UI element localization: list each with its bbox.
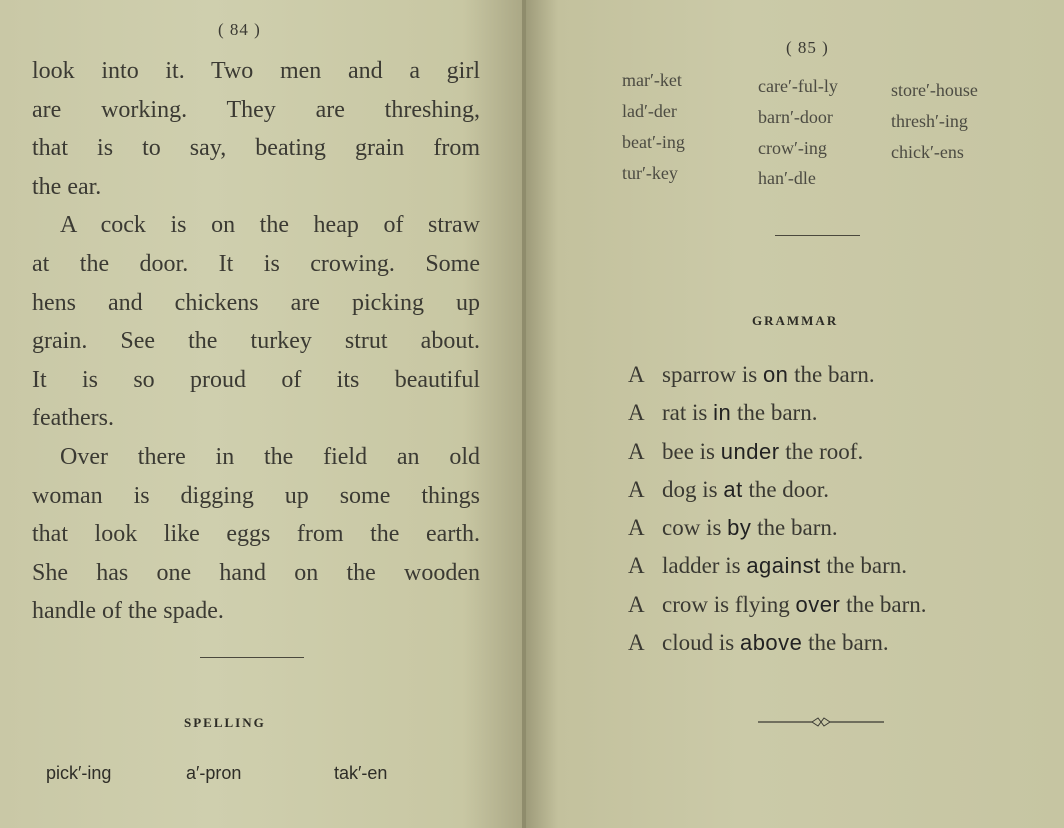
preposition: over (795, 591, 841, 617)
text-line: hens and chickens are picking up (32, 289, 480, 316)
grammar-sentence: A ladder is against the barn. (628, 553, 907, 579)
story-text (32, 52, 480, 631)
spelling-word: care′-ful-ly (758, 76, 838, 96)
text-line: She has one hand on the wooden (32, 559, 480, 586)
paragraph (32, 52, 480, 206)
section-divider (200, 657, 304, 658)
text-line: feathers. (32, 405, 114, 432)
grammar-sentence: A bee is under the roof. (628, 438, 864, 464)
paragraph (32, 206, 480, 438)
section-divider (775, 235, 860, 236)
spelling-word: barn′-door (758, 107, 833, 127)
spelling-word: crow′-ing (758, 138, 827, 158)
spelling-word: beat′-ing (622, 132, 685, 152)
preposition: against (746, 553, 821, 579)
grammar-sentence: A rat is in the barn. (628, 400, 818, 426)
text-line: grain. See the turkey strut about. (32, 328, 480, 355)
text-line: are working. They are threshing, (32, 96, 480, 123)
spelling-word: thresh′-ing (891, 111, 968, 131)
spelling-word: pick′-ing (46, 763, 112, 783)
text-line: at the door. It is crowing. Some (32, 250, 480, 277)
spelling-word: mar′-ket (622, 70, 682, 90)
text-line: the ear. (32, 173, 102, 200)
preposition: under (720, 438, 780, 464)
preposition: at (723, 476, 743, 502)
grammar-heading: GRAMMAR (752, 313, 839, 328)
text-line: look into it. Two men and a girl (32, 58, 480, 84)
grammar-sentence: A sparrow is on the barn. (628, 362, 875, 387)
spelling-word: store′-house (891, 80, 978, 100)
spelling-word: lad′-der (622, 101, 677, 121)
text-line: It is so proud of its beautiful (32, 366, 480, 393)
text-line: woman is digging up some things (32, 482, 480, 509)
text-line: A cock is on the heap of straw (60, 212, 480, 239)
text-line: handle of the spade. (32, 598, 224, 625)
page-number-85: ( 85 ) (786, 38, 829, 57)
ornament-divider-icon (758, 715, 884, 729)
spelling-word: chick′-ens (891, 142, 964, 162)
grammar-sentence: A cloud is above the barn. (628, 630, 889, 656)
text-line: that is to say, beating grain from (32, 135, 480, 162)
spelling-word: tak′-en (334, 763, 388, 783)
preposition: on (762, 362, 789, 387)
spelling-word: tur′-key (622, 163, 678, 183)
left-page (0, 0, 526, 828)
page-number-84: ( 84 ) (218, 20, 261, 39)
preposition: in (713, 400, 732, 426)
preposition: above (739, 630, 803, 656)
paragraph (32, 438, 480, 631)
preposition: by (727, 515, 752, 541)
spelling-word: han′-dle (758, 168, 816, 188)
text-line: that look like eggs from the earth. (32, 521, 480, 548)
grammar-sentence: A dog is at the door. (628, 476, 829, 502)
spelling-word: a′-pron (186, 763, 242, 783)
spelling-heading: SPELLING (184, 715, 266, 730)
grammar-examples (628, 356, 927, 662)
text-line: Over there in the field an old (60, 443, 480, 470)
grammar-sentence: A crow is flying over the barn. (628, 591, 927, 617)
grammar-sentence: A cow is by the barn. (628, 515, 838, 541)
